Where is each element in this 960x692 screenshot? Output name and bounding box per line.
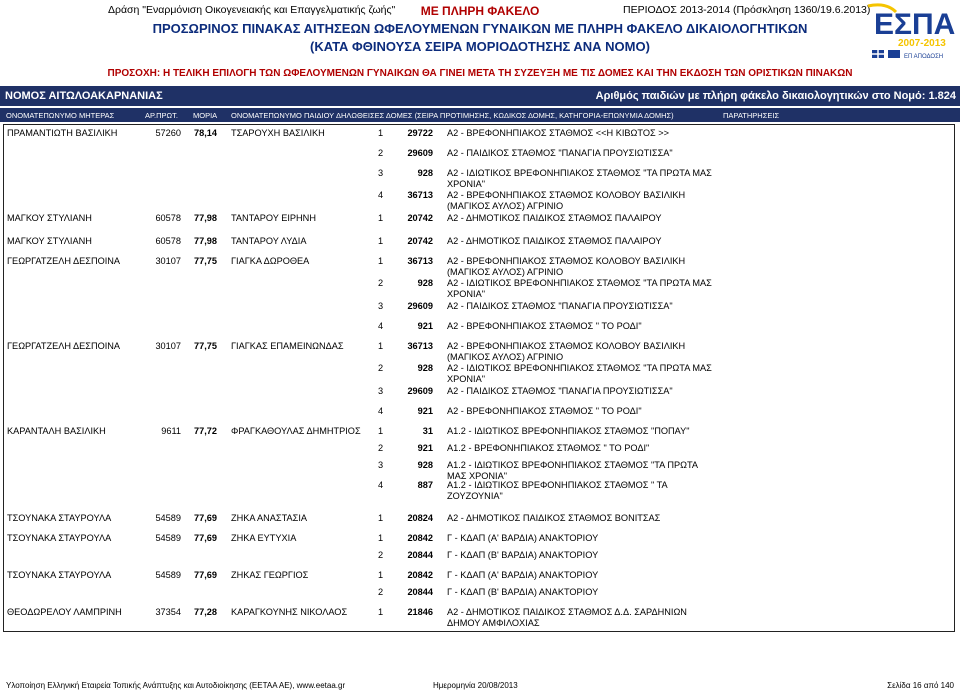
preference-order: 1 xyxy=(378,570,384,580)
structure-code: 921 xyxy=(417,443,433,453)
preference-order: 4 xyxy=(378,321,384,331)
preference-order: 2 xyxy=(378,148,384,158)
mother-name: ΤΣΟΥΝΑΚΑ ΣΤΑΥΡΟΥΛΑ xyxy=(7,570,112,580)
col-protocol: ΑΡ.ΠΡΩΤ. xyxy=(145,111,178,120)
period-label: ΠΕΡΙΟΔΟΣ 2013-2014 (Πρόσκληση 1360/19.6.2013) xyxy=(623,4,871,16)
structure-name: Α2 - ΙΔΙΩΤΙΚΟΣ ΒΡΕΦΟΝΗΠΙΑΚΟΣ ΣΤΑΘΜΟΣ "ΤΑ ΠΡΩΤΑ ΜΑΣ xyxy=(447,363,712,373)
preference-order: 3 xyxy=(378,168,384,178)
preference-order: 3 xyxy=(378,460,384,470)
status-label: ΜΕ ΠΛΗΡΗ ΦΑΚΕΛΟ xyxy=(420,4,540,18)
preference-order: 1 xyxy=(378,513,384,523)
structure-name: ΔΗΜΟΥ ΑΜΦΙΛΟΧΙΑΣ xyxy=(447,618,540,628)
structure-name: Α2 - ΙΔΙΩΤΙΚΟΣ ΒΡΕΦΟΝΗΠΙΑΚΟΣ ΣΤΑΘΜΟΣ "ΤΑ ΠΡΩΤΑ ΜΑΣ xyxy=(447,168,712,178)
prefecture-name: ΝΟΜΟΣ ΑΙΤΩΛΟΑΚΑΡΝΑΝΙΑΣ xyxy=(5,90,163,102)
protocol-number: 30107 xyxy=(155,256,181,266)
preference-order: 1 xyxy=(378,256,384,266)
structure-code: 20742 xyxy=(407,213,433,223)
structure-name: Α2 - ΒΡΕΦΟΝΗΠΙΑΚΟΣ ΣΤΑΘΜΟΣ ΚΟΛΟΒΟΥ ΒΑΣΙΛΙΚΗ xyxy=(447,341,686,351)
structure-code: 928 xyxy=(417,278,433,288)
preference-order: 1 xyxy=(378,341,384,351)
protocol-number: 57260 xyxy=(155,128,181,138)
structure-code: 928 xyxy=(417,363,433,373)
preference-order: 2 xyxy=(378,587,384,597)
preference-order: 1 xyxy=(378,128,384,138)
mother-name: ΜΑΓΚΟΥ ΣΤΥΛΙΑΝΗ xyxy=(7,236,92,246)
structure-name: (ΜΑΓΙΚΟΣ ΑΥΛΟΣ) ΑΓΡΙΝΙΟ xyxy=(447,267,564,277)
preference-order: 1 xyxy=(378,213,384,223)
preference-order: 2 xyxy=(378,443,384,453)
structure-code: 20742 xyxy=(407,236,433,246)
child-name: ΖΗΚΑ ΑΝΑΣΤΑΣΙΑ xyxy=(231,513,308,523)
col-structures: ΔΗΛΩΘΕΙΣΕΣ ΔΟΜΕΣ (ΣΕΙΡΑ ΠΡΟΤΙΜΗΣΗΣ, ΚΩΔΙΚΟΣ ΔΟΜΗΣ, ΚΑΤΗΓΟΡΙΑ-ΕΠΩΝΥΜΙΑ ΔΟΜΗΣ) xyxy=(336,111,674,120)
structure-name: Α2 - ΒΡΕΦΟΝΗΠΙΑΚΟΣ ΣΤΑΘΜΟΣ " ΤΟ ΡΟΔΙ" xyxy=(447,321,642,331)
score-value: 77,75 xyxy=(194,341,217,351)
preference-order: 3 xyxy=(378,386,384,396)
child-name: ΤΑΝΤΑΡΟΥ ΕΙΡΗΝΗ xyxy=(231,213,316,223)
score-value: 77,69 xyxy=(194,533,217,543)
structure-code: 29722 xyxy=(407,128,433,138)
col-notes: ΠΑΡΑΤΗΡΗΣΕΙΣ xyxy=(723,111,780,120)
structure-name: ΜΑΣ ΧΡΟΝΙΑ" xyxy=(447,471,507,481)
structure-code: 36713 xyxy=(407,190,433,200)
protocol-number: 60578 xyxy=(155,236,181,246)
structure-name: Γ - ΚΔΑΠ (Α' ΒΑΡΔΙΑ) ΑΝΑΚΤΟΡΙΟΥ xyxy=(447,533,599,543)
score-value: 77,75 xyxy=(194,256,217,266)
page-title-line1: ΠΡΟΣΩΡΙΝΟΣ ΠΙΝΑΚΑΣ ΑΙΤΗΣΕΩΝ ΩΦΕΛΟΥΜΕΝΩΝ ΓΥΝΑΙΚΩΝ ΜΕ ΠΛΗΡΗ ΦΑΚΕΛΟ ΔΙΚΑΙΟΛΟΓΗΤΙΚΩΝ xyxy=(152,21,808,36)
prefecture-bar xyxy=(0,86,960,106)
warning-text: ΠΡΟΣΟΧΗ: Η ΤΕΛΙΚΗ ΕΠΙΛΟΓΗ ΤΩΝ ΩΦΕΛΟΥΜΕΝΩΝ ΓΥΝΑΙΚΩΝ ΘΑ ΓΙΝΕΙ ΜΕΤΑ ΤΗ ΣΥΖΕΥΞΗ ΜΕ ΤΙΣ ΔΟΜΕΣ ΚΑΙ ΤΗΝ ΕΚΔΟΣΗ ΤΩΝ ΟΡΙΣΤΙΚΩΝ ΠΙΝΑΚΩΝ xyxy=(107,68,853,79)
structure-code: 29609 xyxy=(407,301,433,311)
structure-code: 921 xyxy=(417,321,433,331)
structure-name: Α2 - ΒΡΕΦΟΝΗΠΙΑΚΟΣ ΣΤΑΘΜΟΣ " ΤΟ ΡΟΔΙ" xyxy=(447,406,642,416)
structure-name: Α2 - ΙΔΙΩΤΙΚΟΣ ΒΡΕΦΟΝΗΠΙΑΚΟΣ ΣΤΑΘΜΟΣ "ΤΑ ΠΡΩΤΑ ΜΑΣ xyxy=(447,278,712,288)
preference-order: 3 xyxy=(378,301,384,311)
logo-years: 2007-2013 xyxy=(898,38,946,49)
preference-order: 1 xyxy=(378,607,384,617)
structure-code: 29609 xyxy=(407,148,433,158)
structure-name: Α2 - ΔΗΜΟΤΙΚΟΣ ΠΑΙΔΙΚΟΣ ΣΤΑΘΜΟΣ Δ.Δ. ΣΑΡΔΗΝΙΩΝ xyxy=(447,607,687,617)
structure-name: Α2 - ΒΡΕΦΟΝΗΠΙΑΚΟΣ ΣΤΑΘΜΟΣ ΚΟΛΟΒΟΥ ΒΑΣΙΛΙΚΗ xyxy=(447,256,686,266)
child-name: ΓΙΑΓΚΑΣ ΕΠΑΜΕΙΝΩΝΔΑΣ xyxy=(231,341,344,351)
preference-order: 2 xyxy=(378,363,384,373)
structure-name: (ΜΑΓΙΚΟΣ ΑΥΛΟΣ) ΑΓΡΙΝΙΟ xyxy=(447,352,564,362)
preference-order: 4 xyxy=(378,406,384,416)
structure-code: 20824 xyxy=(407,513,433,523)
structure-name: Α1.2 - ΒΡΕΦΟΝΗΠΙΑΚΟΣ ΣΤΑΘΜΟΣ " ΤΟ ΡΟΔΙ" xyxy=(447,443,650,453)
child-name: ΚΑΡΑΓΚΟΥΝΗΣ ΝΙΚΟΛΑΟΣ xyxy=(231,607,348,617)
mother-name: ΓΕΩΡΓΑΤΖΕΛΗ ΔΕΣΠΟΙΝΑ xyxy=(7,256,121,266)
structure-name: Α2 - ΔΗΜΟΤΙΚΟΣ ΠΑΙΔΙΚΟΣ ΣΤΑΘΜΟΣ ΒΟΝΙΤΣΑΣ xyxy=(447,513,661,523)
mother-name: ΜΑΓΚΟΥ ΣΤΥΛΙΑΝΗ xyxy=(7,213,92,223)
structure-name: Α1.2 - ΙΔΙΩΤΙΚΟΣ ΒΡΕΦΟΝΗΠΙΑΚΟΣ ΣΤΑΘΜΟΣ "ΠΟΠΑΥ" xyxy=(447,426,690,436)
mother-name: ΤΣΟΥΝΑΚΑ ΣΤΑΥΡΟΥΛΑ xyxy=(7,513,112,523)
footer-credit: Υλοποίηση Ελληνική Εταιρεία Τοπικής Ανάπτυξης και Αυτοδιοίκησης (ΕΕΤΑΑ ΑΕ), www.eetaa.gr xyxy=(6,681,346,690)
score-value: 77,98 xyxy=(194,213,217,223)
structure-name: Γ - ΚΔΑΠ (Β' ΒΑΡΔΙΑ) ΑΝΑΚΤΟΡΙΟΥ xyxy=(447,587,599,597)
program-name: Δράση "Εναρμόνιση Οικογενειακής και Επαγγελματικής ζωής" xyxy=(108,4,396,16)
logo-sub: ΕΠ ΑΠΟΔΟΣΗ xyxy=(904,54,944,60)
mother-name: ΠΡΑΜΑΝΤΙΩΤΗ ΒΑΣΙΛΙΚΗ xyxy=(7,128,118,138)
structure-name: Γ - ΚΔΑΠ (Β' ΒΑΡΔΙΑ) ΑΝΑΚΤΟΡΙΟΥ xyxy=(447,550,599,560)
child-name: ΦΡΑΓΚΑΘΟΥΛΑΣ ΔΗΜΗΤΡΙΟΣ xyxy=(231,426,361,436)
structure-name: (ΜΑΓΙΚΟΣ ΑΥΛΟΣ) ΑΓΡΙΝΙΟ xyxy=(447,201,564,211)
page-title-line2: (ΚΑΤΑ ΦΘΙΝΟΥΣΑ ΣΕΙΡΑ ΜΟΡΙΟΔΟΤΗΣΗΣ ΑΝΑ ΝΟΜΟ) xyxy=(310,39,650,54)
score-value: 77,69 xyxy=(194,513,217,523)
score-value: 78,14 xyxy=(194,128,217,138)
structure-name: ΧΡΟΝΙΑ" xyxy=(447,374,485,384)
children-count: Αριθμός παιδιών με πλήρη φάκελο δικαιολογητικών στο Νομό: 1.824 xyxy=(595,90,956,102)
child-name: ΖΗΚΑΣ ΓΕΩΡΓΙΟΣ xyxy=(231,570,309,580)
child-name: ΤΣΑΡΟΥΧΗ ΒΑΣΙΛΙΚΗ xyxy=(231,128,325,138)
mother-name: ΤΣΟΥΝΑΚΑ ΣΤΑΥΡΟΥΛΑ xyxy=(7,533,112,543)
structure-code: 31 xyxy=(422,426,433,436)
structure-name: Γ - ΚΔΑΠ (Α' ΒΑΡΔΙΑ) ΑΝΑΚΤΟΡΙΟΥ xyxy=(447,570,599,580)
footer-page: Σελίδα 16 από 140 xyxy=(887,681,954,690)
protocol-number: 60578 xyxy=(155,213,181,223)
preference-order: 4 xyxy=(378,480,384,490)
structure-code: 20844 xyxy=(407,550,433,560)
score-value: 77,69 xyxy=(194,570,217,580)
structure-name: Α2 - ΔΗΜΟΤΙΚΟΣ ΠΑΙΔΙΚΟΣ ΣΤΑΘΜΟΣ ΠΑΛΑΙΡΟΥ xyxy=(447,236,662,246)
preference-order: 2 xyxy=(378,550,384,560)
structure-name: Α2 - ΒΡΕΦΟΝΗΠΙΑΚΟΣ ΣΤΑΘΜΟΣ ΚΟΛΟΒΟΥ ΒΑΣΙΛΙΚΗ xyxy=(447,190,686,200)
col-score: ΜΟΡΙΑ xyxy=(193,111,218,120)
mother-name: ΓΕΩΡΓΑΤΖΕΛΗ ΔΕΣΠΟΙΝΑ xyxy=(7,341,121,351)
score-value: 77,28 xyxy=(194,607,217,617)
structure-name: Α1.2 - ΙΔΙΩΤΙΚΟΣ ΒΡΕΦΟΝΗΠΙΑΚΟΣ ΣΤΑΘΜΟΣ " ΤΑ xyxy=(447,480,668,490)
structure-name: Α2 - ΠΑΙΔΙΚΟΣ ΣΤΑΘΜΟΣ "ΠΑΝΑΓΙΑ ΠΡΟΥΣΙΩΤΙΣΣΑ" xyxy=(447,148,673,158)
structure-name: Α1.2 - ΙΔΙΩΤΙΚΟΣ ΒΡΕΦΟΝΗΠΙΑΚΟΣ ΣΤΑΘΜΟΣ "ΤΑ ΠΡΩΤΑ xyxy=(447,460,699,470)
structure-name: Α2 - ΠΑΙΔΙΚΟΣ ΣΤΑΘΜΟΣ "ΠΑΝΑΓΙΑ ΠΡΟΥΣΙΩΤΙΣΣΑ" xyxy=(447,301,673,311)
protocol-number: 9611 xyxy=(161,426,181,436)
structure-name: ΧΡΟΝΙΑ" xyxy=(447,289,485,299)
protocol-number: 54589 xyxy=(155,513,181,523)
structure-code: 29609 xyxy=(407,386,433,396)
structure-code: 36713 xyxy=(407,341,433,351)
child-name: ΖΗΚΑ ΕΥΤΥΧΙΑ xyxy=(231,533,297,543)
protocol-number: 30107 xyxy=(155,341,181,351)
structure-code: 20844 xyxy=(407,587,433,597)
structure-code: 928 xyxy=(417,168,433,178)
protocol-number: 37354 xyxy=(155,607,181,617)
structure-code: 921 xyxy=(417,406,433,416)
preference-order: 2 xyxy=(378,278,384,288)
preference-order: 1 xyxy=(378,236,384,246)
child-name: ΤΑΝΤΑΡΟΥ ΛΥΔΙΑ xyxy=(231,236,307,246)
preference-order: 1 xyxy=(378,426,384,436)
column-header-bar xyxy=(0,108,960,122)
structure-code: 36713 xyxy=(407,256,433,266)
structure-name: ΖΟΥΖΟΥΝΙΑ" xyxy=(447,491,503,501)
structure-code: 21846 xyxy=(407,607,433,617)
preference-order: 1 xyxy=(378,533,384,543)
structure-code: 928 xyxy=(417,460,433,470)
structure-name: Α2 - ΒΡΕΦΟΝΗΠΙΑΚΟΣ ΣΤΑΘΜΟΣ <<Η ΚΙΒΩΤΟΣ >> xyxy=(447,128,669,138)
protocol-number: 54589 xyxy=(155,533,181,543)
footer-date: Ημερομηνία 20/08/2013 xyxy=(433,681,518,690)
col-mother: ΟΝΟΜΑΤΕΠΩΝΥΜΟ ΜΗΤΕΡΑΣ xyxy=(6,111,115,120)
protocol-number: 54589 xyxy=(155,570,181,580)
structure-name: Α2 - ΔΗΜΟΤΙΚΟΣ ΠΑΙΔΙΚΟΣ ΣΤΑΘΜΟΣ ΠΑΛΑΙΡΟΥ xyxy=(447,213,662,223)
structure-name: ΧΡΟΝΙΑ" xyxy=(447,179,485,189)
child-name: ΓΙΑΓΚΑ ΔΩΡΟΘΕΑ xyxy=(231,256,310,266)
structure-name: Α2 - ΠΑΙΔΙΚΟΣ ΣΤΑΘΜΟΣ "ΠΑΝΑΓΙΑ ΠΡΟΥΣΙΩΤΙΣΣΑ" xyxy=(447,386,673,396)
structure-code: 887 xyxy=(417,480,433,490)
col-child: ΟΝΟΜΑΤΕΠΩΝΥΜΟ ΠΑΙΔΙΟΥ xyxy=(231,111,335,120)
preference-order: 4 xyxy=(378,190,384,200)
structure-code: 20842 xyxy=(407,570,433,580)
score-value: 77,72 xyxy=(194,426,217,436)
mother-name: ΘΕΟΔΩΡΕΛΟΥ ΛΑΜΠΡΙΝΗ xyxy=(7,607,122,617)
mother-name: ΚΑΡΑΝΤΑΛΗ ΒΑΣΙΛΙΚΗ xyxy=(7,426,106,436)
logo-text: ΕΣΠΑ xyxy=(874,8,956,41)
structure-code: 20842 xyxy=(407,533,433,543)
score-value: 77,98 xyxy=(194,236,217,246)
